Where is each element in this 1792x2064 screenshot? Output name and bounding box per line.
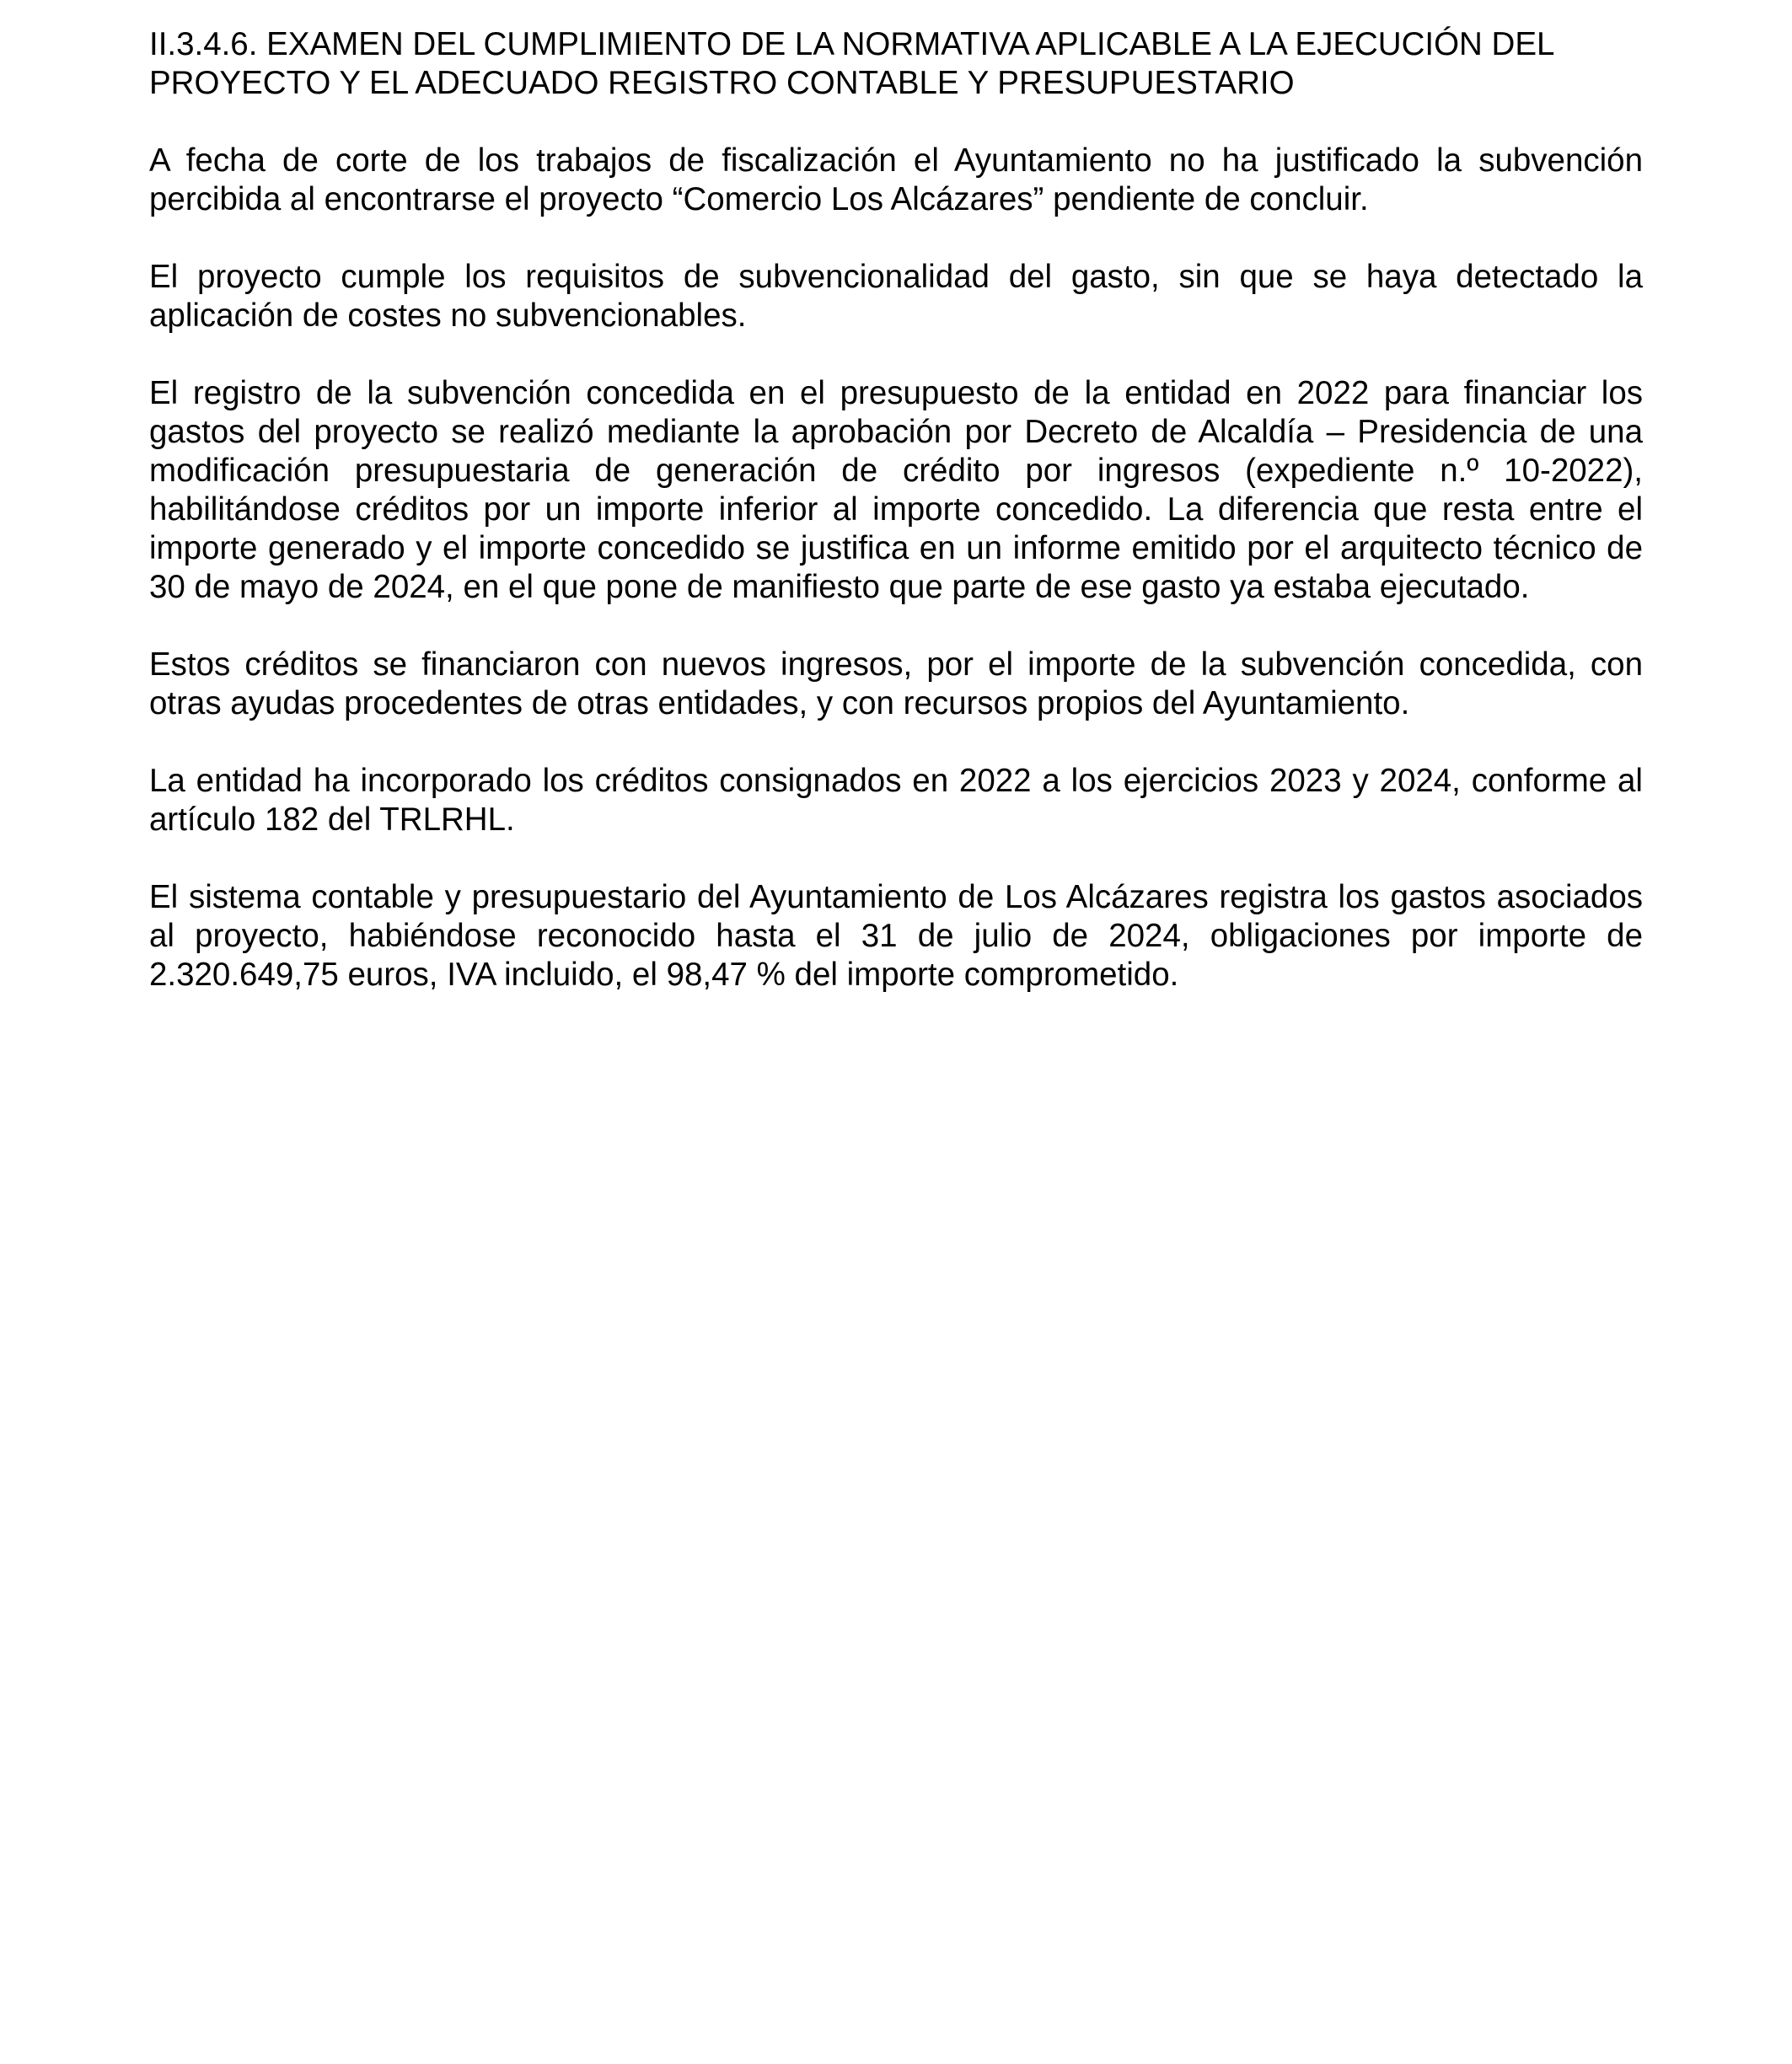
paragraph-eligibility: El proyecto cumple los requisitos de subvencionalidad del gasto, sin que se haya detectado la aplicación de costes no subvencionables. [149,259,1643,334]
paragraph-accounting-system: El sistema contable y presupuestario del Ayuntamiento de Los Alcázares registra los gastos asociados al proyecto, habiéndose reconocido hasta el 31 de julio de 2024, obligaciones por importe de 2.320.649,75 euros, IVA incluido, el 98,47 % del importe comprometido. [149,879,1643,993]
paragraph-budget-registration: El registro de la subvención concedida en el presupuesto de la entidad en 2022 para financiar los gastos del proyecto se realizó mediante la aprobación por Decreto de Alcaldía – Presidencia de una modificación presupuestaria de generación de crédito por ingresos (expediente n.º 10-2022), habilitándose créditos por un importe inferior al importe concedido. La diferencia que resta entre el importe generado y el importe concedido se justifica en un informe emitido por el arquitecto técnico de 30 de mayo de 2024, en el que pone de manifiesto que parte de ese gasto ya estaba ejecutado. [149,375,1643,605]
document-page [149,25,1643,1033]
section-heading: II.3.4.6. EXAMEN DEL CUMPLIMIENTO DE LA NORMATIVA APLICABLE A LA EJECUCIÓN DEL PROYECTO Y EL ADECUADO REGISTRO CONTABLE Y PRESUPUESTARIO [149,26,1554,101]
paragraph-justification-status: A fecha de corte de los trabajos de fiscalización el Ayuntamiento no ha justificado la subvención percibida al encontrarse el proyecto “Comercio Los Alcázares” pendiente de concluir. [149,142,1643,217]
paragraph-financing: Estos créditos se financiaron con nuevos ingresos, por el importe de la subvención concedida, con otras ayudas procedentes de otras entidades, y con recursos propios del Ayuntamiento. [149,646,1643,721]
paragraph-credit-incorporation: La entidad ha incorporado los créditos consignados en 2022 a los ejercicios 2023 y 2024, conforme al artículo 182 del TRLRHL. [149,763,1643,838]
